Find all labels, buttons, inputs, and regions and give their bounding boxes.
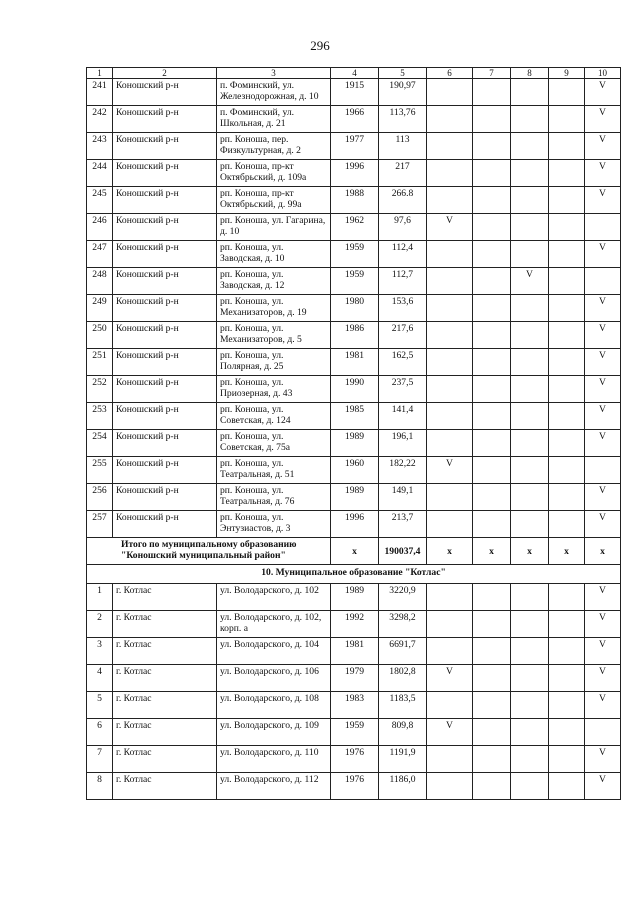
mark-cell-c10: V — [585, 376, 621, 403]
mark-cell-c8 — [511, 79, 549, 106]
year-cell: 1989 — [331, 430, 379, 457]
mark-cell-c6 — [427, 187, 473, 214]
column-number: 4 — [331, 68, 379, 79]
mark-cell-c7 — [473, 403, 511, 430]
area-cell: 153,6 — [379, 295, 427, 322]
column-number: 8 — [511, 68, 549, 79]
table-row — [87, 746, 621, 773]
column-number: 9 — [549, 68, 585, 79]
area-cell: 1186,0 — [379, 773, 427, 800]
mark-cell-c7 — [473, 457, 511, 484]
area-cell: 112,7 — [379, 268, 427, 295]
mark-cell-c9 — [549, 692, 585, 719]
mark-cell-c9 — [549, 403, 585, 430]
mark-cell-c6 — [427, 268, 473, 295]
table-row — [87, 79, 621, 106]
row-number: 4 — [87, 665, 113, 692]
table-row — [87, 665, 621, 692]
mark-cell-c7 — [473, 584, 511, 611]
district-cell: Коношский р-н — [113, 484, 217, 511]
mark-cell-c7 — [473, 665, 511, 692]
area-cell: 3298,2 — [379, 611, 427, 638]
mark-cell-c10: V — [585, 403, 621, 430]
address-cell: рп. Коноша, ул. Приозерная, д. 43 — [217, 376, 331, 403]
area-cell: 149,1 — [379, 484, 427, 511]
mark-cell-c7 — [473, 430, 511, 457]
mark-cell-c9 — [549, 746, 585, 773]
mark-cell-c8 — [511, 187, 549, 214]
mark-cell-c10: V — [585, 611, 621, 638]
year-cell: 1959 — [331, 268, 379, 295]
row-number: 3 — [87, 638, 113, 665]
mark-cell-c6 — [427, 484, 473, 511]
mark-cell-c6 — [427, 241, 473, 268]
row-number: 244 — [87, 160, 113, 187]
column-number: 1 — [87, 68, 113, 79]
mark-cell-c10: V — [585, 692, 621, 719]
mark-cell-c10: V — [585, 484, 621, 511]
row-number: 246 — [87, 214, 113, 241]
total-label: Итого по муниципальному образованию "Коношский муниципальный район" — [87, 538, 331, 565]
mark-cell-c9 — [549, 773, 585, 800]
mark-cell-c9 — [549, 584, 585, 611]
row-number: 242 — [87, 106, 113, 133]
mark-cell-c10 — [585, 214, 621, 241]
district-cell: г. Котлас — [113, 692, 217, 719]
district-cell: Коношский р-н — [113, 187, 217, 214]
district-cell: Коношский р-н — [113, 79, 217, 106]
mark-cell-c7 — [473, 746, 511, 773]
year-cell: 1959 — [331, 719, 379, 746]
row-number: 243 — [87, 133, 113, 160]
area-cell: 1191,9 — [379, 746, 427, 773]
year-cell: 1959 — [331, 241, 379, 268]
mark-cell-c7 — [473, 511, 511, 538]
mark-cell-c10: V — [585, 79, 621, 106]
mark-cell-c10: V — [585, 133, 621, 160]
address-cell: рп. Коноша, пр-кт Октябрьский, д. 99а — [217, 187, 331, 214]
address-cell: ул. Володарского, д. 104 — [217, 638, 331, 665]
mark-cell-c6 — [427, 160, 473, 187]
address-cell: рп. Коноша, ул. Механизаторов, д. 19 — [217, 295, 331, 322]
mark-cell-c6 — [427, 106, 473, 133]
address-cell: ул. Володарского, д. 108 — [217, 692, 331, 719]
mark-cell-c9 — [549, 295, 585, 322]
district-cell: г. Котлас — [113, 773, 217, 800]
mark-cell-c7 — [473, 160, 511, 187]
area-cell: 162,5 — [379, 349, 427, 376]
table-row — [87, 457, 621, 484]
area-cell: 217 — [379, 160, 427, 187]
table-row — [87, 430, 621, 457]
mark-cell-c10: V — [585, 187, 621, 214]
year-cell: 1960 — [331, 457, 379, 484]
mark-cell-c8 — [511, 106, 549, 133]
mark-cell-c9 — [549, 719, 585, 746]
mark-cell-c10: V — [585, 773, 621, 800]
mark-cell-c10: V — [585, 638, 621, 665]
mark-cell-c6 — [427, 430, 473, 457]
mark-cell-c9 — [549, 484, 585, 511]
row-number: 250 — [87, 322, 113, 349]
table-row — [87, 638, 621, 665]
mark-cell-c10: V — [585, 349, 621, 376]
district-cell: Коношский р-н — [113, 241, 217, 268]
column-number-row — [87, 68, 621, 79]
address-cell: рп. Коноша, ул. Театральная, д. 76 — [217, 484, 331, 511]
area-cell: 141,4 — [379, 403, 427, 430]
mark-cell-c8 — [511, 214, 549, 241]
area-cell: 3220,9 — [379, 584, 427, 611]
year-cell: 1985 — [331, 403, 379, 430]
address-cell: рп. Коноша, ул. Советская, д. 124 — [217, 403, 331, 430]
mark-cell-c8 — [511, 403, 549, 430]
mark-cell-c7 — [473, 322, 511, 349]
mark-cell-c6 — [427, 611, 473, 638]
table-row — [87, 106, 621, 133]
row-number: 249 — [87, 295, 113, 322]
total-c8: х — [511, 538, 549, 565]
mark-cell-c8 — [511, 611, 549, 638]
mark-cell-c7 — [473, 349, 511, 376]
year-cell: 1981 — [331, 638, 379, 665]
table-row — [87, 349, 621, 376]
total-c7: х — [473, 538, 511, 565]
mark-cell-c9 — [549, 611, 585, 638]
column-number: 10 — [585, 68, 621, 79]
table-row — [87, 241, 621, 268]
mark-cell-c8: V — [511, 268, 549, 295]
mark-cell-c9 — [549, 665, 585, 692]
area-cell: 112,4 — [379, 241, 427, 268]
row-number: 1 — [87, 584, 113, 611]
year-cell: 1989 — [331, 584, 379, 611]
year-cell: 1962 — [331, 214, 379, 241]
mark-cell-c8 — [511, 241, 549, 268]
year-cell: 1988 — [331, 187, 379, 214]
table-row — [87, 611, 621, 638]
mark-cell-c6: V — [427, 665, 473, 692]
mark-cell-c6 — [427, 133, 473, 160]
mark-cell-c8 — [511, 584, 549, 611]
district-cell: Коношский р-н — [113, 133, 217, 160]
area-cell: 217,6 — [379, 322, 427, 349]
mark-cell-c10: V — [585, 241, 621, 268]
area-cell: 809,8 — [379, 719, 427, 746]
area-cell: 182,22 — [379, 457, 427, 484]
row-number: 253 — [87, 403, 113, 430]
mark-cell-c8 — [511, 295, 549, 322]
table-row — [87, 214, 621, 241]
address-cell: ул. Володарского, д. 102 — [217, 584, 331, 611]
area-cell: 190,97 — [379, 79, 427, 106]
mark-cell-c9 — [549, 106, 585, 133]
row-number: 2 — [87, 611, 113, 638]
address-cell: рп. Коноша, ул. Заводская, д. 12 — [217, 268, 331, 295]
district-cell: Коношский р-н — [113, 376, 217, 403]
district-cell: г. Котлас — [113, 584, 217, 611]
address-cell: п. Фоминский, ул. Школьная, д. 21 — [217, 106, 331, 133]
area-cell: 1802,8 — [379, 665, 427, 692]
address-cell: ул. Володарского, д. 112 — [217, 773, 331, 800]
mark-cell-c8 — [511, 719, 549, 746]
mark-cell-c7 — [473, 719, 511, 746]
mark-cell-c10 — [585, 719, 621, 746]
mark-cell-c8 — [511, 484, 549, 511]
mark-cell-c9 — [549, 79, 585, 106]
mark-cell-c6 — [427, 295, 473, 322]
district-cell: г. Котлас — [113, 611, 217, 638]
column-number: 5 — [379, 68, 427, 79]
year-cell: 1983 — [331, 692, 379, 719]
mark-cell-c7 — [473, 773, 511, 800]
mark-cell-c6 — [427, 638, 473, 665]
mark-cell-c8 — [511, 665, 549, 692]
row-number: 255 — [87, 457, 113, 484]
table-row — [87, 484, 621, 511]
mark-cell-c7 — [473, 484, 511, 511]
mark-cell-c8 — [511, 349, 549, 376]
year-cell: 1915 — [331, 79, 379, 106]
year-cell: 1976 — [331, 746, 379, 773]
total-c6: х — [427, 538, 473, 565]
register-table — [86, 67, 621, 800]
mark-cell-c10 — [585, 457, 621, 484]
year-cell: 1996 — [331, 160, 379, 187]
mark-cell-c6: V — [427, 457, 473, 484]
mark-cell-c8 — [511, 692, 549, 719]
year-cell: 1980 — [331, 295, 379, 322]
mark-cell-c6 — [427, 376, 473, 403]
mark-cell-c6 — [427, 79, 473, 106]
district-cell: г. Котлас — [113, 746, 217, 773]
area-cell: 113 — [379, 133, 427, 160]
mark-cell-c10: V — [585, 160, 621, 187]
table-row — [87, 295, 621, 322]
row-number: 257 — [87, 511, 113, 538]
year-cell: 1989 — [331, 484, 379, 511]
area-cell: 196,1 — [379, 430, 427, 457]
mark-cell-c7 — [473, 214, 511, 241]
district-cell: Коношский р-н — [113, 511, 217, 538]
mark-cell-c9 — [549, 638, 585, 665]
row-number: 5 — [87, 692, 113, 719]
area-cell: 1183,5 — [379, 692, 427, 719]
area-cell: 237,5 — [379, 376, 427, 403]
year-cell: 1981 — [331, 349, 379, 376]
row-number: 247 — [87, 241, 113, 268]
mark-cell-c7 — [473, 106, 511, 133]
district-cell: Коношский р-н — [113, 403, 217, 430]
mark-cell-c6 — [427, 773, 473, 800]
address-cell: рп. Коноша, ул. Гагарина, д. 10 — [217, 214, 331, 241]
mark-cell-c9 — [549, 241, 585, 268]
mark-cell-c9 — [549, 160, 585, 187]
mark-cell-c7 — [473, 133, 511, 160]
mark-cell-c10: V — [585, 106, 621, 133]
mark-cell-c10 — [585, 268, 621, 295]
mark-cell-c9 — [549, 511, 585, 538]
address-cell: ул. Володарского, д. 106 — [217, 665, 331, 692]
address-cell: ул. Володарского, д. 102, корп. а — [217, 611, 331, 638]
year-cell: 1986 — [331, 322, 379, 349]
mark-cell-c8 — [511, 511, 549, 538]
mark-cell-c8 — [511, 638, 549, 665]
row-number: 7 — [87, 746, 113, 773]
mark-cell-c6 — [427, 349, 473, 376]
total-row — [87, 538, 621, 565]
year-cell: 1966 — [331, 106, 379, 133]
mark-cell-c8 — [511, 160, 549, 187]
table-row — [87, 584, 621, 611]
mark-cell-c7 — [473, 79, 511, 106]
row-number: 245 — [87, 187, 113, 214]
table-row — [87, 268, 621, 295]
row-number: 6 — [87, 719, 113, 746]
mark-cell-c6 — [427, 322, 473, 349]
year-cell: 1976 — [331, 773, 379, 800]
area-cell: 6691,7 — [379, 638, 427, 665]
mark-cell-c8 — [511, 133, 549, 160]
address-cell: рп. Коноша, ул. Театральная, д. 51 — [217, 457, 331, 484]
address-cell: рп. Коноша, ул. Заводская, д. 10 — [217, 241, 331, 268]
mark-cell-c9 — [549, 322, 585, 349]
address-cell: рп. Коноша, ул. Полярная, д. 25 — [217, 349, 331, 376]
mark-cell-c9 — [549, 214, 585, 241]
row-number: 252 — [87, 376, 113, 403]
row-number: 254 — [87, 430, 113, 457]
district-cell: г. Котлас — [113, 665, 217, 692]
mark-cell-c6 — [427, 692, 473, 719]
row-number: 256 — [87, 484, 113, 511]
total-c5: 190037,4 — [379, 538, 427, 565]
area-cell: 113,76 — [379, 106, 427, 133]
column-number: 7 — [473, 68, 511, 79]
year-cell: 1992 — [331, 611, 379, 638]
table-row — [87, 160, 621, 187]
district-cell: г. Котлас — [113, 638, 217, 665]
mark-cell-c8 — [511, 457, 549, 484]
district-cell: Коношский р-н — [113, 160, 217, 187]
mark-cell-c6 — [427, 403, 473, 430]
address-cell: рп. Коноша, пер. Физкультурная, д. 2 — [217, 133, 331, 160]
mark-cell-c7 — [473, 692, 511, 719]
mark-cell-c8 — [511, 746, 549, 773]
district-cell: Коношский р-н — [113, 214, 217, 241]
district-cell: Коношский р-н — [113, 457, 217, 484]
total-c9: х — [549, 538, 585, 565]
mark-cell-c9 — [549, 349, 585, 376]
area-cell: 266.8 — [379, 187, 427, 214]
table-row — [87, 511, 621, 538]
table-row — [87, 187, 621, 214]
address-cell: п. Фоминский, ул. Железнодорожная, д. 10 — [217, 79, 331, 106]
row-number: 248 — [87, 268, 113, 295]
district-cell: Коношский р-н — [113, 268, 217, 295]
table-row — [87, 773, 621, 800]
area-cell: 97,6 — [379, 214, 427, 241]
area-cell: 213,7 — [379, 511, 427, 538]
district-cell: Коношский р-н — [113, 295, 217, 322]
section-title: 10. Муниципальное образование "Котлас" — [87, 565, 621, 584]
total-c4: х — [331, 538, 379, 565]
mark-cell-c10: V — [585, 295, 621, 322]
mark-cell-c7 — [473, 241, 511, 268]
mark-cell-c9 — [549, 430, 585, 457]
table-row — [87, 403, 621, 430]
district-cell: Коношский р-н — [113, 349, 217, 376]
mark-cell-c9 — [549, 133, 585, 160]
section-header-row — [87, 565, 621, 584]
mark-cell-c7 — [473, 611, 511, 638]
table-row — [87, 692, 621, 719]
district-cell: Коношский р-н — [113, 322, 217, 349]
row-number: 241 — [87, 79, 113, 106]
column-number: 2 — [113, 68, 217, 79]
mark-cell-c6 — [427, 746, 473, 773]
mark-cell-c6: V — [427, 214, 473, 241]
district-cell: г. Котлас — [113, 719, 217, 746]
mark-cell-c8 — [511, 376, 549, 403]
total-c10: х — [585, 538, 621, 565]
mark-cell-c6 — [427, 511, 473, 538]
mark-cell-c7 — [473, 295, 511, 322]
row-number: 8 — [87, 773, 113, 800]
table-row — [87, 376, 621, 403]
mark-cell-c9 — [549, 457, 585, 484]
address-cell: рп. Коноша, пр-кт Октябрьский, д. 109а — [217, 160, 331, 187]
year-cell: 1977 — [331, 133, 379, 160]
district-cell: Коношский р-н — [113, 430, 217, 457]
mark-cell-c9 — [549, 376, 585, 403]
row-number: 251 — [87, 349, 113, 376]
address-cell: рп. Коноша, ул. Советская, д. 75а — [217, 430, 331, 457]
year-cell: 1990 — [331, 376, 379, 403]
page-number: 296 — [310, 38, 330, 53]
mark-cell-c7 — [473, 187, 511, 214]
mark-cell-c8 — [511, 322, 549, 349]
mark-cell-c10: V — [585, 746, 621, 773]
address-cell: ул. Володарского, д. 110 — [217, 746, 331, 773]
address-cell: рп. Коноша, ул. Механизаторов, д. 5 — [217, 322, 331, 349]
table-row — [87, 719, 621, 746]
mark-cell-c10: V — [585, 584, 621, 611]
mark-cell-c7 — [473, 638, 511, 665]
year-cell: 1979 — [331, 665, 379, 692]
address-cell: ул. Володарского, д. 109 — [217, 719, 331, 746]
mark-cell-c9 — [549, 187, 585, 214]
district-cell: Коношский р-н — [113, 106, 217, 133]
mark-cell-c7 — [473, 268, 511, 295]
table-row — [87, 133, 621, 160]
mark-cell-c10: V — [585, 322, 621, 349]
column-number: 3 — [217, 68, 331, 79]
address-cell: рп. Коноша, ул. Энтузиастов, д. 3 — [217, 511, 331, 538]
mark-cell-c6: V — [427, 719, 473, 746]
mark-cell-c9 — [549, 268, 585, 295]
mark-cell-c6 — [427, 584, 473, 611]
column-number: 6 — [427, 68, 473, 79]
year-cell: 1996 — [331, 511, 379, 538]
mark-cell-c8 — [511, 773, 549, 800]
mark-cell-c10: V — [585, 511, 621, 538]
table-row — [87, 322, 621, 349]
mark-cell-c10: V — [585, 665, 621, 692]
mark-cell-c8 — [511, 430, 549, 457]
mark-cell-c10: V — [585, 430, 621, 457]
mark-cell-c7 — [473, 376, 511, 403]
